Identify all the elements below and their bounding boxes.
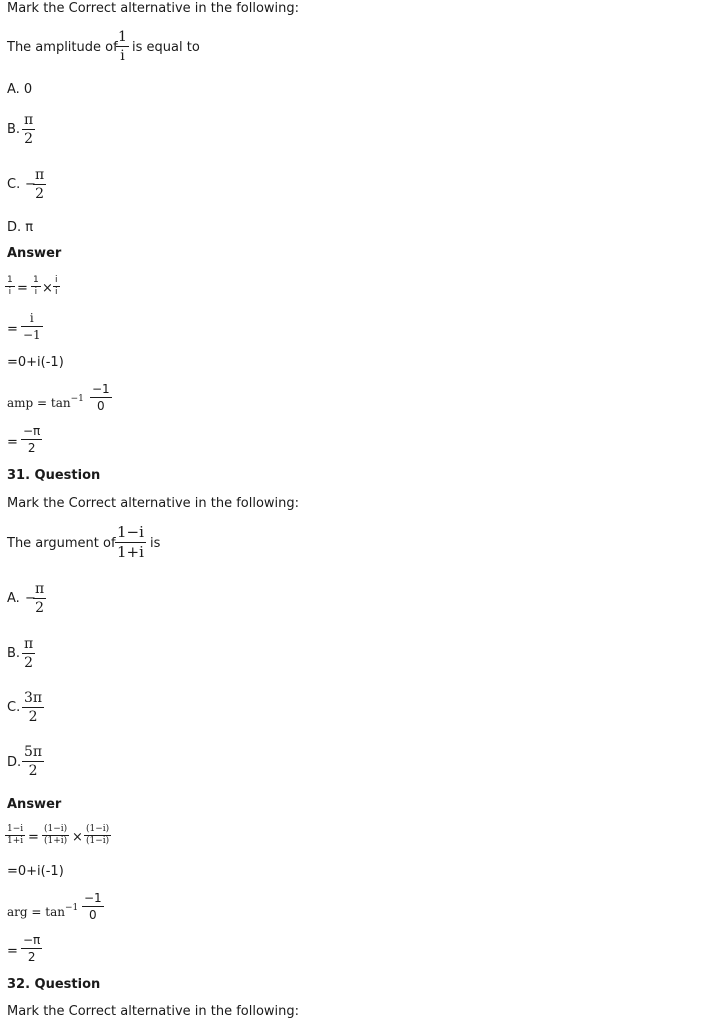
q30-option-b-den: 2	[24, 131, 34, 147]
q31-option-a-label: A.	[7, 591, 20, 606]
q30-stem-num: 1	[118, 29, 127, 45]
q31-sol2: =0+i(-1)	[7, 864, 64, 879]
q32-heading: 32. Question	[7, 977, 101, 992]
q31-option-d-label: D.	[7, 755, 22, 770]
q30-option-c-sign: −	[25, 177, 36, 192]
q31-sol1-frac-a: 1−i 1+i	[7, 824, 24, 846]
q30-option-c-label: C.	[7, 177, 21, 192]
q30-sol4: amp = $\tan^{-1}$	[7, 394, 84, 410]
q30-sol1-frac-c: i i	[55, 275, 58, 297]
q31-sol3-fraction: −1 0	[84, 891, 102, 922]
q30-stem-den: i	[120, 48, 125, 64]
q31-option-b-label: B.	[7, 646, 21, 661]
q31-option-a-sign: −	[25, 591, 36, 606]
q31-sol1-times: ×	[72, 830, 83, 845]
q31-stem-suffix: is	[150, 536, 161, 551]
q30-sol3: =0+i(-1)	[7, 355, 64, 370]
q31-intro: Mark the Correct alternative in the following:	[7, 496, 300, 511]
q30-sol1-eq: =	[17, 281, 28, 296]
q30-sol1-frac-a: 1 i	[7, 275, 13, 297]
q30-sol4-fraction: −1 0	[92, 382, 110, 413]
q30-sol5-fraction: −π 2	[23, 424, 41, 455]
q32-intro: Mark the Correct alternative in the following:	[7, 1004, 300, 1019]
q31-sol4-fraction: −π 2	[23, 933, 41, 964]
q31-option-b-fraction: π 2	[24, 636, 34, 671]
q30-stem-fraction	[116, 30, 129, 63]
q31-sol1-frac-c: (1−i) (1−i)	[86, 824, 110, 846]
q31-option-c-label: C.	[7, 700, 21, 715]
q31-sol1-frac-b: (1−i) (1+i)	[44, 824, 68, 846]
q31-answer-heading: Answer	[7, 797, 62, 812]
q31-option-a-fraction: π 2	[35, 581, 45, 616]
q31-sol3: arg = $\tan^{-1}$	[7, 903, 79, 919]
q30-option-b-num: π	[24, 112, 34, 128]
q30-sol5-eq: =	[7, 435, 18, 450]
q31-sol4-eq: =	[7, 944, 18, 959]
q31-option-d-fraction: 5π 2	[24, 744, 43, 779]
q30-option-c-fraction	[33, 168, 46, 201]
q30-option-a: A. 0	[7, 82, 33, 97]
q31-stem-den: 1+i	[117, 543, 144, 561]
q31-sol1-eq: =	[28, 830, 39, 845]
q30-option-c-num: π	[35, 167, 45, 183]
q30-option-b-label: B.	[7, 122, 21, 137]
q30-sol2-eq: =	[7, 322, 18, 337]
q30-intro: Mark the Correct alternative in the following:	[7, 1, 300, 16]
q31-stem-fraction	[115, 525, 146, 560]
q30-option-c-den: 2	[35, 186, 45, 202]
q30-sol2-fraction: i −1	[23, 311, 41, 342]
q30-sol1-frac-b: 1 i	[33, 275, 39, 297]
q30-option-b-fraction	[22, 113, 35, 146]
q31-option-c-fraction: 3π 2	[24, 690, 43, 725]
q30-sol1-times: ×	[42, 281, 53, 296]
q31-stem-prefix: The argument of	[7, 536, 116, 551]
q31-stem-num: 1−i	[117, 523, 144, 541]
q30-stem-suffix: is equal to	[132, 40, 200, 55]
q30-stem-prefix: The amplitude of	[7, 40, 118, 55]
q31-heading: 31. Question	[7, 468, 101, 483]
q30-option-d: D. π	[7, 220, 34, 235]
q30-answer-heading: Answer	[7, 246, 62, 261]
